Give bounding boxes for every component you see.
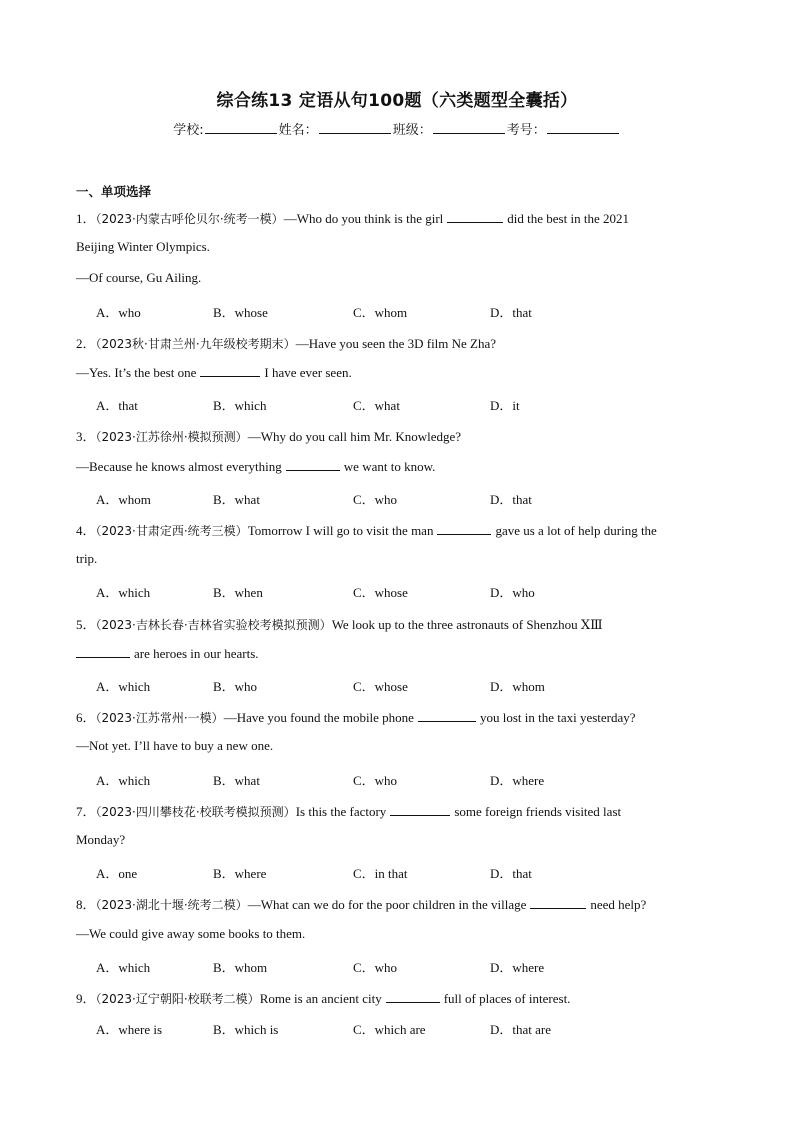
option-b[interactable]: B．what [213,492,260,507]
option-d[interactable]: D．that [490,866,532,881]
question-text: you lost in the taxi yesterday? [479,710,636,725]
question-6-line-1 [76,707,636,726]
question-5-line-2 [76,645,259,662]
question-text: gave us a lot of help during the [495,523,657,538]
option-d[interactable]: D．that are [490,1022,552,1037]
answer-blank[interactable] [437,522,491,535]
question-source: （2023秋·甘肃兰州·九年级校考期末） [95,337,296,351]
option-a[interactable]: A．where is [96,1022,163,1037]
question-text: We look up to the three astronauts of Shenzhou ⅩⅢ [331,617,603,632]
option-a[interactable]: A．which [96,585,151,600]
question-text: did the best in the 2021 [507,211,629,226]
question-7-options [96,863,696,881]
option-b[interactable]: B．which [213,398,267,413]
answer-blank[interactable] [200,364,260,377]
question-source: （2023·吉林长春·吉林省实验校考模拟预测） [95,618,332,632]
question-3-line-2 [76,458,435,475]
question-number: 6． [76,710,96,725]
question-text: Tomorrow I will go to visit the man [247,523,434,538]
exam-number-label: 考号： [506,123,546,138]
question-number: 7． [76,804,96,819]
question-text: need help? [590,897,647,912]
option-a[interactable]: A．whom [96,492,151,507]
option-c[interactable]: C．who [353,960,398,975]
option-d[interactable]: D．who [490,585,535,600]
question-text: —Why do you call him Mr. Knowledge? [247,429,462,444]
question-4-line-1 [76,520,657,539]
option-c[interactable]: C．who [353,773,398,788]
question-5-line-1 [76,614,603,633]
exam-number-blank[interactable] [547,121,619,134]
answer-blank[interactable] [76,645,130,658]
question-3-options [96,489,696,507]
option-c[interactable]: C．which are [353,1022,426,1037]
option-c[interactable]: C．whose [353,585,408,600]
option-b[interactable]: B．where [213,866,267,881]
question-text: —What can we do for the poor children in the village [247,897,527,912]
option-b[interactable]: B．when [213,585,263,600]
option-c[interactable]: C．whom [353,305,408,320]
question-text: Is this the factory [295,804,387,819]
option-a[interactable]: A．who [96,305,141,320]
question-4-options [96,582,696,600]
name-label: 姓名： [278,123,318,138]
question-text: full of places of interest. [443,991,571,1006]
option-d[interactable]: D．that [490,305,532,320]
option-d[interactable]: D．that [490,492,532,507]
question-text: —Because he knows almost everything [76,459,282,474]
question-8-options [96,957,696,975]
option-d[interactable]: D．it [490,398,520,413]
option-b[interactable]: B．what [213,773,260,788]
class-label: 班级： [392,123,432,138]
question-number: 1． [76,211,96,226]
question-4-line-2: trip. [76,551,98,566]
question-source: （2023·辽宁朝阳·校联考二模） [95,992,260,1006]
option-d[interactable]: D．where [490,773,545,788]
question-number: 3． [76,429,96,444]
student-info-row [0,119,794,138]
option-d[interactable]: D．where [490,960,545,975]
question-text: Rome is an ancient city [259,991,382,1006]
question-text: —Who do you think is the girl [283,211,444,226]
question-number: 2． [76,336,96,351]
question-number: 4． [76,523,96,538]
question-source: （2023·江苏常州·一模） [95,711,224,725]
question-text: I have ever seen. [264,365,352,380]
question-number: 5． [76,617,96,632]
option-c[interactable]: C．who [353,492,398,507]
answer-blank[interactable] [418,709,476,722]
question-source: （2023·甘肃定西·统考三模） [95,524,248,538]
option-b[interactable]: B．who [213,679,258,694]
question-5-options [96,676,696,694]
school-label: 学校: [173,123,204,138]
option-a[interactable]: A．which [96,960,151,975]
question-text: —Have you seen the 3D film Ne Zha? [295,336,497,351]
option-b[interactable]: B．whom [213,960,268,975]
question-text: —Yes. It’s the best one [76,365,197,380]
question-text: we want to know. [343,459,436,474]
question-source: （2023·内蒙古呼伦贝尔·统考一模） [95,212,284,226]
question-8-line-2: —We could give away some books to them. [76,926,306,941]
option-c[interactable]: C．in that [353,866,408,881]
question-6-line-2: —Not yet. I’ll have to buy a new one. [76,738,274,753]
option-a[interactable]: A．which [96,773,151,788]
question-2-options [96,395,696,413]
question-source: （2023·湖北十堰·统考二模） [95,898,248,912]
option-b[interactable]: B．which is [213,1022,279,1037]
question-2-line-1 [76,333,496,352]
answer-blank[interactable] [447,210,503,223]
option-c[interactable]: C．whose [353,679,408,694]
question-1-line-2: Beijing Winter Olympics. [76,239,210,254]
answer-blank[interactable] [390,803,450,816]
question-9-options [96,1019,696,1037]
question-number: 8． [76,897,96,912]
option-c[interactable]: C．what [353,398,400,413]
question-6-options [96,770,696,788]
question-source: （2023·四川攀枝花·校联考模拟预测） [95,805,296,819]
page-title: 综合练13 定语从句100题（六类题型全囊括） [216,91,578,111]
question-number: 9． [76,991,96,1006]
name-blank[interactable] [319,121,391,134]
option-a[interactable]: A．which [96,679,151,694]
question-text: are heroes in our hearts. [134,646,259,661]
answer-blank[interactable] [530,896,586,909]
option-a[interactable]: A．one [96,866,138,881]
question-9-line-1 [76,988,570,1007]
question-1-line-1 [76,208,629,227]
question-text: —Have you found the mobile phone [223,710,414,725]
question-1-options [96,302,696,320]
question-1-line-3: —Of course, Gu Ailing. [76,270,202,285]
answer-blank[interactable] [286,458,340,471]
question-source: （2023·江苏徐州·模拟预测） [95,430,248,444]
question-text: some foreign friends visited last [454,804,622,819]
question-3-line-1 [76,426,461,445]
option-b[interactable]: B．whose [213,305,268,320]
question-7-line-1 [76,801,621,820]
option-d[interactable]: D．whom [490,679,545,694]
question-8-line-1 [76,894,646,913]
question-2-line-2 [76,364,352,381]
class-blank[interactable] [433,121,505,134]
question-7-line-2: Monday? [76,832,126,847]
answer-blank[interactable] [386,990,440,1003]
option-a[interactable]: A．that [96,398,138,413]
section-heading: 一、单项选择 [76,184,152,199]
school-blank[interactable] [205,121,277,134]
